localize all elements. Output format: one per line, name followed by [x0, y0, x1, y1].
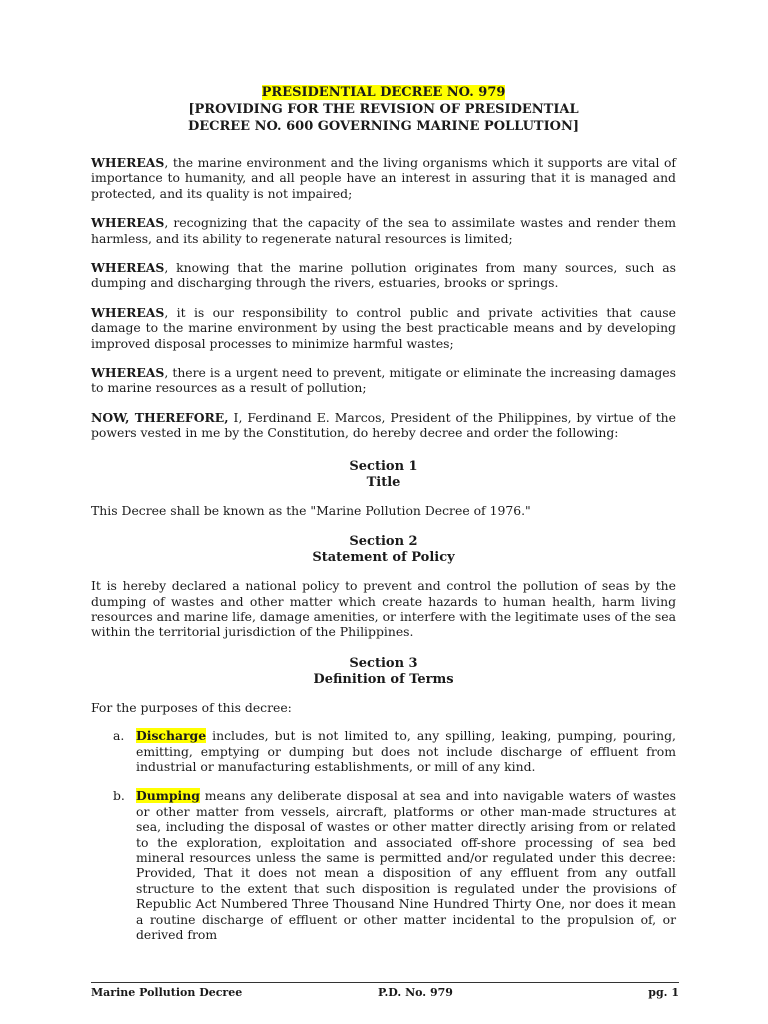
- whereas-paragraph: WHEREAS, recognizing that the capacity of the sea to assimilate wastes and render them harmless, and its ability to regenerate natural resources is limited;: [91, 215, 676, 246]
- section-heading: [91, 459, 676, 491]
- whereas-paragraph: WHEREAS, the marine environment and the living organisms which it supports are vital of importance to humanity, and all people have an interest in assuring that it is managed and protected, and its quality is not impaired;: [91, 155, 676, 201]
- section-number: Section 3: [349, 655, 418, 671]
- footer-decree-number: P.D. No. 979: [378, 986, 453, 999]
- list-marker: b.: [113, 788, 125, 804]
- section-title: Title: [366, 474, 401, 490]
- definition-item: b. Dumping means any deliberate disposal at sea and into navigable waters of wastes or other matter from vessels, aircraft, platforms or other man-made structures at sea, including the disposal of wastes or other matter directly arising from or related to the exploration, exploitation and associated off-shore processing of sea bed mineral resources unless the same is permitted and/or regulated under this decree: Provided, That it does not mean a disposition of any effluent from any outfall structure to the extent that such disposition is regulated under the provisions of Republic Act Numbered Three Thousand Nine Hundred Thirty One, nor does it mean a routine discharge of effluent or other matter incidental to the propulsion of, or derived from: [113, 788, 676, 942]
- whereas-paragraph: WHEREAS, it is our responsibility to control public and private activities that cause damage to the marine environment by using the best practicable means and by developing improved disposal processes to minimize harmful wastes;: [91, 304, 676, 351]
- definition-item: a. Discharge includes, but is not limited to, any spilling, leaking, pumping, pouring, emitting, emptying or dumping but does not include discharge of effluent from industrial or manufacturing establishments, or mill of any kind.: [113, 728, 676, 774]
- whereas-paragraph: WHEREAS, there is a urgent need to prevent, mitigate or eliminate the increasing damages to marine resources as a result of pollution;: [91, 365, 676, 396]
- defined-term: Dumping: [136, 788, 200, 804]
- decree-title: PRESIDENTIAL DECREE NO. 979: [261, 85, 506, 100]
- section-body: It is hereby declared a national policy to prevent and control the pollution of seas by the dumping of wastes and other matter which create hazards to human health, harm living resources and marine life, damage amenities, or interfere with the legitimate uses of the sea within the territorial jurisdiction of the Philippines.: [91, 578, 676, 640]
- list-marker: a.: [113, 728, 125, 744]
- section-title: Definition of Terms: [313, 671, 454, 687]
- decree-subtitle-line-2: DECREE NO. 600 GOVERNING MARINE POLLUTION]: [187, 119, 580, 134]
- now-therefore-paragraph: NOW, THEREFORE, I, Ferdinand E. Marcos, President of the Philippines, by virtue of the powers vested in me by the Constitution, do hereby decree and order the following:: [91, 409, 676, 441]
- section-body: This Decree shall be known as the "Marine Pollution Decree of 1976.": [91, 502, 531, 518]
- section-heading: [91, 656, 676, 688]
- footer-document-name: Marine Pollution Decree: [91, 986, 243, 999]
- section-heading: [91, 534, 676, 566]
- footer-page-number: pg. 1: [648, 986, 679, 999]
- whereas-paragraph: WHEREAS, knowing that the marine pollution originates from many sources, such as dumping and discharging through the rivers, estuaries, brooks or springs.: [91, 260, 676, 291]
- document-page: [91, 84, 676, 942]
- defined-term: Discharge: [136, 728, 207, 744]
- section-number: Section 1: [349, 458, 418, 474]
- decree-subtitle-line-1: [PROVIDING FOR THE REVISION OF PRESIDENTIAL: [188, 102, 579, 117]
- section-title: Statement of Policy: [312, 550, 455, 566]
- page-footer: [91, 982, 679, 999]
- document-title-block: [91, 84, 676, 135]
- section-body: For the purposes of this decree:: [91, 699, 292, 715]
- section-number: Section 2: [349, 534, 418, 550]
